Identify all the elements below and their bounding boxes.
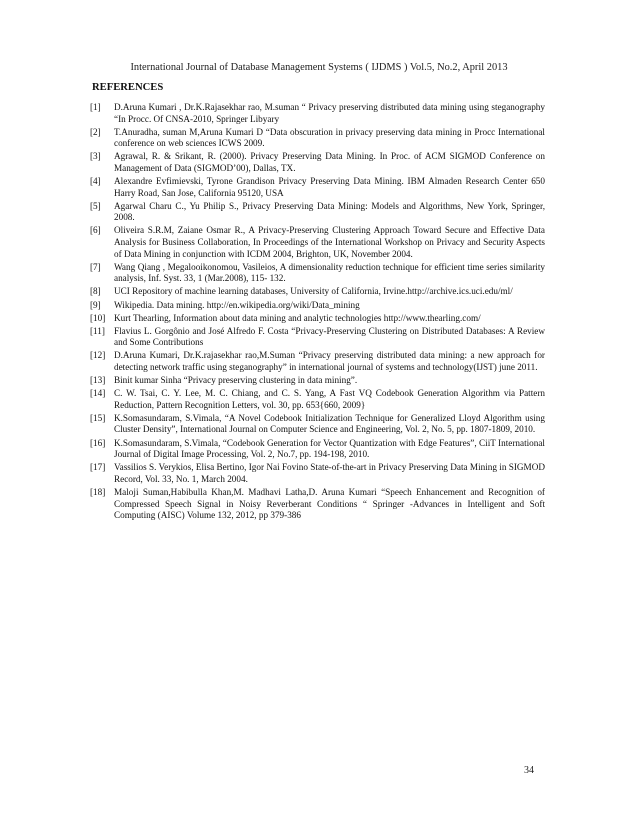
reference-item: [90, 286, 545, 298]
reference-number: [15]: [90, 412, 106, 423]
reference-number: [18]: [90, 486, 106, 497]
reference-number: [16]: [90, 437, 106, 448]
reference-item: [90, 438, 545, 461]
reference-item: [90, 326, 545, 349]
reference-item: [90, 102, 545, 125]
reference-text: Oliveira S.R.M, Zaiane Osmar R., A Privacy-Preserving Clustering Approach Toward Secure and Effective Data Analysis for Business Collaboration, In Proceedings of the International Workshop on Privacy and Security Aspects of Data Mining in conjunction with ICDM 2004, Brighton, UK, November 2004.: [114, 225, 545, 259]
reference-number: [6]: [90, 225, 101, 236]
reference-text: D.Aruna Kumari, Dr.K.rajasekhar rao,M.Suman “Privacy preserving distributed data mining: a new approach for detecting network traffic using steganography” in international journal of systems and technology(IJST) june 2011.: [114, 350, 545, 372]
reference-text: Vassilios S. Verykios, Elisa Bertino, Igor Nai Fovino State-of-the-art in Privacy Preserving Data Mining in SIGMOD Record, Vol. 33, No. 1, March 2004.: [114, 462, 545, 484]
reference-number: [12]: [90, 350, 106, 361]
reference-text: K.Somasundaram, S.Vimala, “A Novel Codebook Initialization Technique for Generalized Lloyd Algorithm using Cluster Density”, International Journal on Computer Science and Engineering, Vol. 2, No. 5, pp. 1807-1809, 2010.: [114, 412, 545, 435]
reference-text: Alexandre Evfimievski, Tyrone Grandison Privacy Preserving Data Mining. IBM Almaden Research Center 650 Harry Road, San Jose, California 95120, USA: [114, 176, 545, 198]
reference-number: [9]: [90, 299, 101, 310]
reference-item: [90, 413, 545, 436]
reference-text: Agarwal Charu C., Yu Philip S., Privacy Preserving Data Mining: Models and Algorithms, New York, Springer, 2008.: [114, 200, 545, 223]
reference-item: [90, 388, 545, 411]
reference-number: [3]: [90, 151, 101, 162]
reference-text: UCI Repository of machine learning databases, University of California, Irvine.http://archive.ics.uci.edu/ml/: [114, 286, 513, 297]
reference-item: [90, 375, 545, 387]
reference-item: [90, 225, 545, 260]
reference-number: [1]: [90, 102, 101, 112]
reference-number: [5]: [90, 200, 101, 211]
reference-number: [13]: [90, 375, 106, 386]
reference-number: [7]: [90, 261, 101, 272]
reference-number: [4]: [90, 176, 101, 187]
reference-item: [90, 300, 545, 312]
reference-text: Wang Qiang , Megalooikonomou, Vasileios, A dimensionality reduction technique for efficient time series similarity analysis, Inf. Syst. 33, 1 (Mar.2008), 115- 132.: [114, 261, 545, 284]
reference-item: [90, 487, 545, 522]
reference-item: [90, 201, 545, 224]
reference-text: K.Somasundaram, S.Vimala, “Codebook Generation for Vector Quantization with Edge Features”, CiiT International Journal of Digital Image Processing, Vol. 2, No.7, pp. 194-198, 2010.: [114, 437, 545, 460]
reference-text: Agrawal, R. & Srikant, R. (2000). Privacy Preserving Data Mining. In Proc. of ACM SIGMOD Conference on Management of Data (SIGMOD’00), Dallas, TX.: [114, 151, 545, 173]
reference-number: [11]: [90, 325, 105, 336]
section-title: REFERENCES: [92, 82, 164, 93]
reference-text: Kurt Thearling, Information about data mining and analytic technologies http://www.thearling.com/: [114, 312, 481, 323]
reference-item: [90, 313, 545, 325]
reference-item: [90, 151, 545, 174]
reference-item: [90, 176, 545, 199]
reference-text: T.Anuradha, suman M,Aruna Kumari D “Data obscuration in privacy preserving data mining in Procc International conference on web sciences ICWS 2009.: [114, 126, 545, 149]
page-number: 34: [524, 765, 534, 776]
reference-item: [90, 262, 545, 285]
reference-text: D.Aruna Kumari , Dr.K.Rajasekhar rao, M.suman “ Privacy preserving distributed data mining using steganography “In Procc. Of CNSA-2010, Springer Libyary: [114, 102, 545, 124]
reference-list: [90, 102, 545, 523]
reference-item: [90, 350, 545, 373]
reference-text: Binit kumar Sinha “Privacy preserving clustering in data mining”.: [114, 375, 358, 386]
reference-number: [2]: [90, 126, 101, 137]
reference-item: [90, 462, 545, 485]
reference-text: C. W. Tsai, C. Y. Lee, M. C. Chiang, and C. S. Yang, A Fast VQ Codebook Generation Algorithm via Pattern Reduction, Pattern Recognition Letters, vol. 30, pp. 653{660, 2009}: [114, 388, 545, 410]
running-header: International Journal of Database Management Systems ( IJDMS ) Vol.5, No.2, April 2013: [130, 62, 508, 73]
reference-number: [8]: [90, 286, 101, 297]
reference-text: Maloji Suman,Habibulla Khan,M. Madhavi Latha,D. Aruna Kumari “Speech Enhancement and Recognition of Compressed Speech Signal in Noisy Reverberant Conditions “ Springer -Advances in Intelligent and Soft Computing (AISC) Volume 132, 2012, pp 379-386: [114, 486, 545, 521]
reference-number: [14]: [90, 388, 106, 399]
reference-text: Wikipedia. Data mining. http://en.wikipedia.org/wiki/Data_mining: [114, 299, 360, 310]
reference-item: [90, 127, 545, 150]
reference-text: Flavius L. Gorgônio and José Alfredo F. Costa “Privacy-Preserving Clustering on Distributed Databases: A Review and Some Contributions: [114, 325, 545, 348]
reference-number: [17]: [90, 462, 106, 473]
reference-number: [10]: [90, 312, 106, 323]
